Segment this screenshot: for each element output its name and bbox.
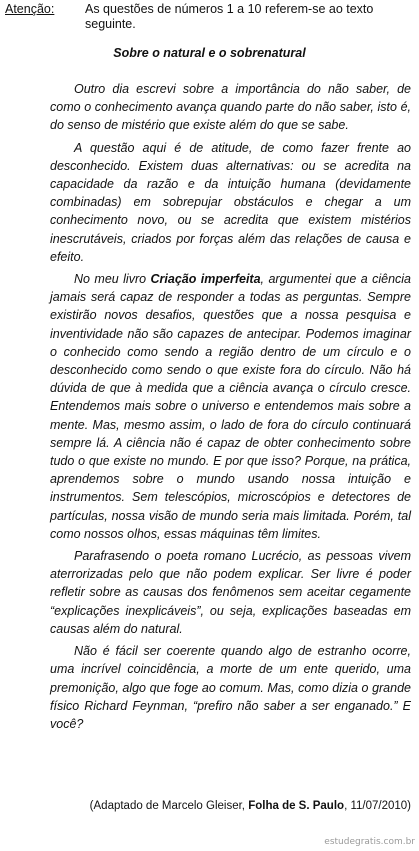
text-title: Sobre o natural e o sobrenatural <box>113 46 306 60</box>
watermark: estudegratis.com.br <box>324 837 415 847</box>
notice-label: Atenção: <box>5 2 55 16</box>
text-body <box>50 80 411 733</box>
paragraph-4: Parafrasendo o poeta romano Lucrécio, as pessoas vivem aterrorizadas pelo que não podem explicar. Ser livre é poder refletir sobre as causas dos fenômenos sem aceitar cegamente “explicações inexplicáveis”, ou seja, explicações baseadas em causas além do natural. <box>50 549 411 636</box>
source-prefix: (Adaptado de Marcelo Gleiser, <box>89 800 249 812</box>
source-suffix: , 11/07/2010) <box>344 800 411 812</box>
paragraph-2: A questão aqui é de atitude, de como fazer frente ao desconhecido. Existem duas alternativas: ou se acredita na capacidade da razão e da intuição humana (devidamente combinadas) em sobrepujar obstáculos e chegar a um conhecimento novo, ou se acredita que existem mistérios inescrutáveis, criados por forças além das relações de causa e efeito. <box>50 140 411 264</box>
notice-text: As questões de números 1 a 10 referem-se ao texto seguinte. <box>85 2 374 31</box>
book-title: Criação imperfeita <box>150 272 261 287</box>
paragraph-5: Não é fácil ser coerente quando algo de estranho ocorre, uma incrível coincidência, a morte de um ente querido, uma premonição, algo que foge ao comum. Mas, como dizia o grande físico Richard Feynman, “prefiro não saber a ser enganado.” E você? <box>50 644 411 731</box>
paragraph-3 <box>50 270 411 543</box>
paragraph-1: Outro dia escrevi sobre a importância do não saber, de como o conhecimento avança quando parte do não saber, isto é, do senso de mistério que existe além do que se sabe. <box>50 82 411 133</box>
source-citation <box>90 800 411 812</box>
paragraph-3-after: , argumentei que a ciência jamais será capaz de responder a todas as perguntas. Sempre existirão novos desafios, questões que a nossa pesquisa e inventividade não são capazes de antecipar. Podemos imaginar o conhecido como sendo a região dentro de um círculo e o desconhecido como sendo o que existe fora do círculo. Não há dúvida de que à medida que a ciência avança o círculo cresce. Entendemos mais sobre o universo e entendemos mais sobre a mente. Mas, mesmo assim, o lado de fora do círculo continuará sempre lá. A ciência não é capaz de obter conhecimento sobre tudo o que existe no mundo. E por que isso? Porque, na prática, aprendemos sobre o mundo usando nossa intuição e instrumentos. Sem telescópios, microscópios e detectores de partículas, nossa visão de mundo seria mais limitada. Porém, tal como nossos olhos, essas máquinas têm limites. <box>50 272 411 541</box>
source-publication: Folha de S. Paulo <box>248 800 345 812</box>
paragraph-3-before: No meu livro <box>74 272 151 287</box>
